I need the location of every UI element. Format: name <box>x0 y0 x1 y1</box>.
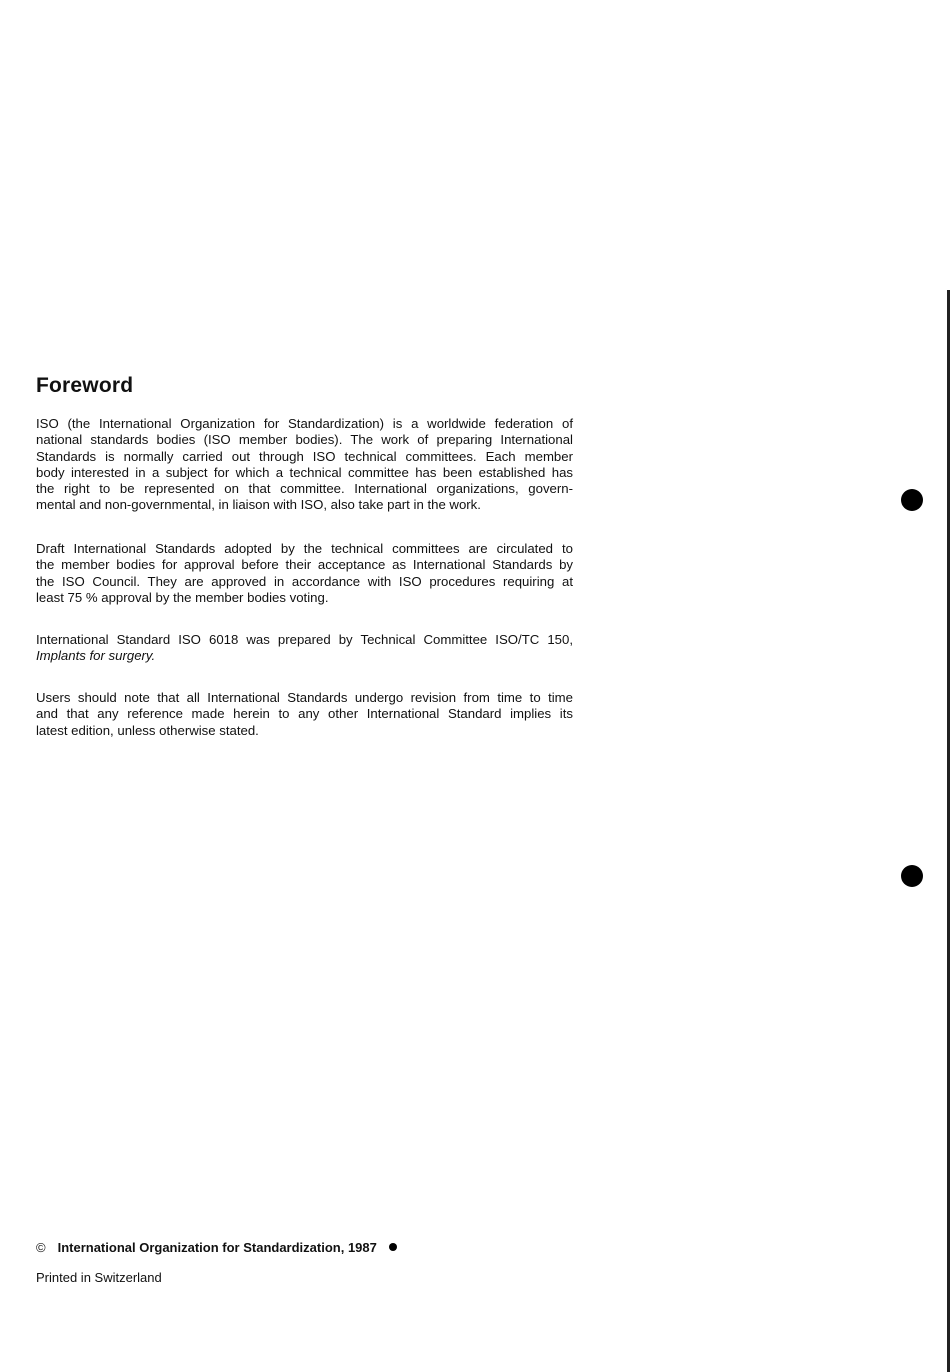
text-line: mental and non-governmental, in liaison with ISO, also take part in the work. <box>36 497 481 513</box>
text-line: least 75 % approval by the member bodies voting. <box>36 589 329 605</box>
text-line: latest edition, unless otherwise stated. <box>36 722 259 738</box>
paragraph-revision-note <box>36 690 573 739</box>
text-line: and that any reference made herein to any other International Standard implies its <box>36 706 573 722</box>
copyright-symbol: © <box>36 1240 46 1255</box>
text-line: International Standard ISO 6018 was prepared by Technical Committee ISO/TC 150, <box>36 632 573 647</box>
text-line: ISO (the International Organization for Standardization) is a worldwide federation of <box>36 416 573 431</box>
text-line-committee-title: Implants for surgery. <box>36 648 156 664</box>
text-line: the right to be represented on that committee. International organizations, govern- <box>36 481 573 497</box>
text-line: the member bodies for approval before their acceptance as International Standards by <box>36 557 573 573</box>
text-line: the ISO Council. They are approved in accordance with ISO procedures requiring at <box>36 573 573 589</box>
copyright-text: International Organization for Standardization, 1987 <box>57 1240 377 1255</box>
printed-in: Printed in Switzerland <box>36 1270 162 1285</box>
text-line: Draft International Standards adopted by the technical committees are circulated to <box>36 541 573 556</box>
text-line: national standards bodies (ISO member bodies). The work of preparing International <box>36 432 573 448</box>
bullet-icon <box>389 1243 397 1251</box>
punch-hole-mark <box>901 865 923 887</box>
copyright-line <box>36 1240 397 1255</box>
paragraph-iso-intro <box>36 416 573 514</box>
paragraph-iso-6018 <box>36 632 573 665</box>
page-title: Foreword <box>36 374 134 397</box>
text-line: Standards is normally carried out through ISO technical committees. Each member <box>36 448 573 464</box>
punch-hole-mark <box>901 489 923 511</box>
text-line: Users should note that all International Standards undergo revision from time to time <box>36 690 573 705</box>
paragraph-draft-standards <box>36 541 573 606</box>
text-line: body interested in a subject for which a technical committee has been established has <box>36 464 573 480</box>
